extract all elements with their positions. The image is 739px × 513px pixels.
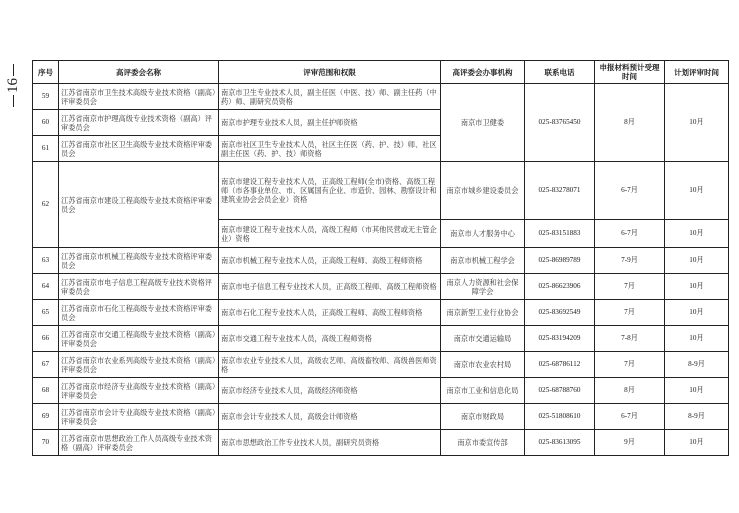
row-phone: 025-51808610 — [525, 404, 595, 430]
row-apply-time: 6-7月 — [595, 220, 665, 248]
row-plan-time: 10月 — [665, 300, 729, 326]
row-apply-time: 6-7月 — [595, 404, 665, 430]
table-row — [33, 300, 729, 326]
row-committee: 江苏省南京市会计专业高级专业技术资格（副高）评审委员会 — [59, 404, 219, 430]
row-plan-time: 8-9月 — [665, 352, 729, 378]
row-phone: 025-83613095 — [525, 430, 595, 456]
row-phone: 025-83278071 — [525, 162, 595, 220]
table-row — [33, 378, 729, 404]
row-phone: 025-83765450 — [525, 84, 595, 162]
table-row — [33, 248, 729, 274]
row-scope: 南京市建设工程专业技术人员，高级工程师（市其他民营或无主管企业）资格 — [219, 220, 441, 248]
table-row — [33, 84, 729, 110]
row-plan-time: 8-9月 — [665, 404, 729, 430]
row-apply-time: 7-9月 — [595, 248, 665, 274]
row-apply-time: 7-8月 — [595, 326, 665, 352]
header-office: 高评委会办事机构 — [441, 61, 525, 84]
row-phone: 025-83151883 — [525, 220, 595, 248]
row-scope: 南京市农业专业技术人员，高级农艺师、高级畜牧师、高级兽医师资格 — [219, 352, 441, 378]
row-no: 69 — [33, 404, 59, 430]
row-plan-time: 10月 — [665, 248, 729, 274]
row-apply-time: 8月 — [595, 84, 665, 162]
row-committee: 江苏省南京市思想政治工作人员高级专业技术资格（副高）评审委员会 — [59, 430, 219, 456]
row-apply-time: 6-7月 — [595, 162, 665, 220]
row-apply-time: 7月 — [595, 274, 665, 300]
page-number: 16 — [4, 78, 21, 93]
row-committee: 江苏省南京市石化工程高级专业技术资格评审委员会 — [59, 300, 219, 326]
row-office: 南京市农业农村局 — [441, 352, 525, 378]
row-scope: 南京市建设工程专业技术人员，正高级工程师(全市)资格、高级工程师（市各事业单位、市、区属国有企业、市造价、园林、勘察设计和建筑业协会会员企业）资格 — [219, 162, 441, 220]
row-plan-time: 10月 — [665, 326, 729, 352]
row-office: 南京市城乡建设委员会 — [441, 162, 525, 220]
row-scope: 南京市经济专业技术人员，高级经济师资格 — [219, 378, 441, 404]
row-no: 68 — [33, 378, 59, 404]
row-no: 70 — [33, 430, 59, 456]
row-office: 南京市交通运输局 — [441, 326, 525, 352]
row-phone: 025-68786112 — [525, 352, 595, 378]
table-row — [33, 352, 729, 378]
row-no: 60 — [33, 110, 59, 136]
row-phone: 025-83692549 — [525, 300, 595, 326]
header-scope: 评审范围和权限 — [219, 61, 441, 84]
table-row — [33, 162, 729, 220]
row-office: 南京市人才服务中心 — [441, 220, 525, 248]
row-phone: 025-86989789 — [525, 248, 595, 274]
row-no: 59 — [33, 84, 59, 110]
row-committee: 江苏省南京市农业系列高级专业技术资格（副高）评审委员会 — [59, 352, 219, 378]
row-plan-time: 10月 — [665, 430, 729, 456]
row-no: 64 — [33, 274, 59, 300]
row-office: 南京市卫健委 — [441, 84, 525, 162]
row-office: 南京新型工业行业协会 — [441, 300, 525, 326]
row-office: 南京市机械工程学会 — [441, 248, 525, 274]
row-plan-time: 10月 — [665, 84, 729, 162]
row-plan-time: 10月 — [665, 220, 729, 248]
row-committee: 江苏省南京市经济专业高级专业技术资格（副高）评审委员会 — [59, 378, 219, 404]
row-no: 65 — [33, 300, 59, 326]
row-apply-time: 8月 — [595, 378, 665, 404]
row-scope: 南京市思想政治工作专业技术人员，副研究员资格 — [219, 430, 441, 456]
header-no: 序号 — [33, 61, 59, 84]
row-committee: 江苏省南京市护理高级专业技术资格（副高）评审委员会 — [59, 110, 219, 136]
row-phone: 025-83194209 — [525, 326, 595, 352]
row-committee: 江苏省南京市交通工程高级专业技术资格（副高）评审委员会 — [59, 326, 219, 352]
header-plan-time: 计划评审时间 — [665, 61, 729, 84]
row-committee: 江苏省南京市卫生技术高级专业技术资格（副高）评审委员会 — [59, 84, 219, 110]
row-scope: 南京市交通工程专业技术人员，高级工程师资格 — [219, 326, 441, 352]
page-number-bar-bottom — [13, 95, 14, 107]
table-row — [33, 404, 729, 430]
row-apply-time: 7月 — [595, 352, 665, 378]
row-committee: 江苏省南京市建设工程高级专业技术资格评审委员会 — [59, 162, 219, 248]
row-committee: 江苏省南京市机械工程高级专业技术资格评审委员会 — [59, 248, 219, 274]
row-phone: 025-68788760 — [525, 378, 595, 404]
header-apply-time: 申报材料预计受理时间 — [595, 61, 665, 84]
row-scope: 南京市电子信息工程专业技术人员，正高级工程师、高级工程师资格 — [219, 274, 441, 300]
row-committee: 江苏省南京市社区卫生高级专业技术资格评审委员会 — [59, 136, 219, 162]
row-scope: 南京市社区卫生专业技术人员，社区主任医（药、护、技）师、社区副主任医（药、护、技）师资格 — [219, 136, 441, 162]
table-row — [33, 274, 729, 300]
page-number-marker — [4, 64, 22, 144]
table-row — [33, 326, 729, 352]
row-office: 南京人力资源和社会保障学会 — [441, 274, 525, 300]
page-number-bar-top — [13, 64, 14, 76]
row-no: 62 — [33, 162, 59, 248]
row-office: 南京市委宣传部 — [441, 430, 525, 456]
row-office: 南京市工业和信息化局 — [441, 378, 525, 404]
row-plan-time: 10月 — [665, 162, 729, 220]
row-apply-time: 7月 — [595, 300, 665, 326]
row-scope: 南京市机械工程专业技术人员，正高级工程师、高级工程师资格 — [219, 248, 441, 274]
header-committee: 高评委会名称 — [59, 61, 219, 84]
row-office: 南京市财政局 — [441, 404, 525, 430]
table-header-row — [33, 61, 729, 84]
row-scope: 南京市卫生专业技术人员，副主任医（中医、技）师、副主任药（中药）师、副研究员资格 — [219, 84, 441, 110]
row-scope: 南京市石化工程专业技术人员，正高级工程师、高级工程师资格 — [219, 300, 441, 326]
table-row — [33, 430, 729, 456]
row-no: 63 — [33, 248, 59, 274]
row-plan-time: 10月 — [665, 378, 729, 404]
row-scope: 南京市护理专业技术人员，副主任护师资格 — [219, 110, 441, 136]
row-scope: 南京市会计专业技术人员，高级会计师资格 — [219, 404, 441, 430]
committee-table — [32, 60, 729, 456]
row-no: 61 — [33, 136, 59, 162]
header-phone: 联系电话 — [525, 61, 595, 84]
row-no: 67 — [33, 352, 59, 378]
row-apply-time: 9月 — [595, 430, 665, 456]
row-no: 66 — [33, 326, 59, 352]
row-plan-time: 10月 — [665, 274, 729, 300]
row-committee: 江苏省南京市电子信息工程高级专业技术资格评审委员会 — [59, 274, 219, 300]
row-phone: 025-86623906 — [525, 274, 595, 300]
